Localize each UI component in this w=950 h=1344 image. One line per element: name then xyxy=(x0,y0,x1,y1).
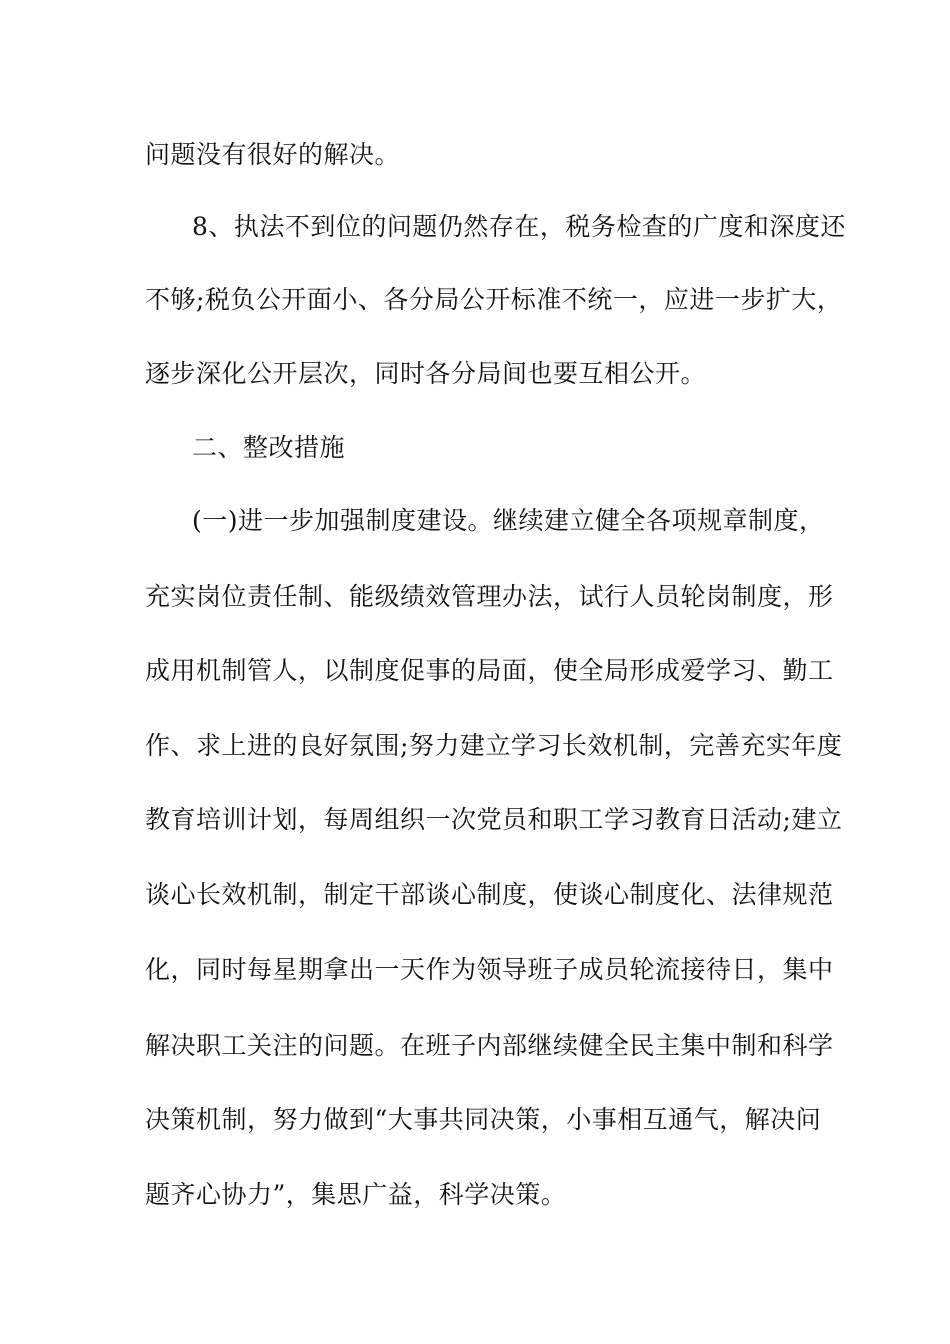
text-line: 教育培训计划，每周组织一次党员和职工学习教育日活动;建立 xyxy=(145,805,843,834)
text-line: 8、执法不到位的问题仍然存在，税务检查的广度和深度还 xyxy=(192,212,846,241)
text-line: 题齐心协力”，集思广益，科学决策。 xyxy=(145,1180,567,1209)
text-line: 谈心长效机制，制定干部谈心制度，使谈心制度化、法律规范 xyxy=(145,880,834,909)
text-line: 作、求上进的良好氛围;努力建立学习长效机制，完善充实年度 xyxy=(145,731,843,760)
text-line: 解决职工关注的问题。在班子内部继续健全民主集中制和科学 xyxy=(145,1031,834,1060)
text-line: (一)进一步加强制度建设。继续建立健全各项规章制度， xyxy=(192,506,825,535)
text-line: 问题没有很好的解决。 xyxy=(145,140,401,169)
text-line: 逐步深化公开层次，同时各分局间也要互相公开。 xyxy=(145,359,707,388)
section-heading: 二、整改措施 xyxy=(192,433,346,462)
text-line: 不够;税负公开面小、各分局公开标准不统一，应进一步扩大， xyxy=(145,285,843,314)
text-line: 成用机制管人，以制度促事的局面，使全局形成爱学习、勤工 xyxy=(145,656,834,685)
text-line: 决策机制，努力做到“大事共同决策，小事相互通气，解决问 xyxy=(145,1105,822,1134)
text-line: 充实岗位责任制、能级绩效管理办法，试行人员轮岗制度，形 xyxy=(145,582,834,611)
text-line: 化，同时每星期拿出一天作为领导班子成员轮流接待日，集中 xyxy=(145,955,834,984)
